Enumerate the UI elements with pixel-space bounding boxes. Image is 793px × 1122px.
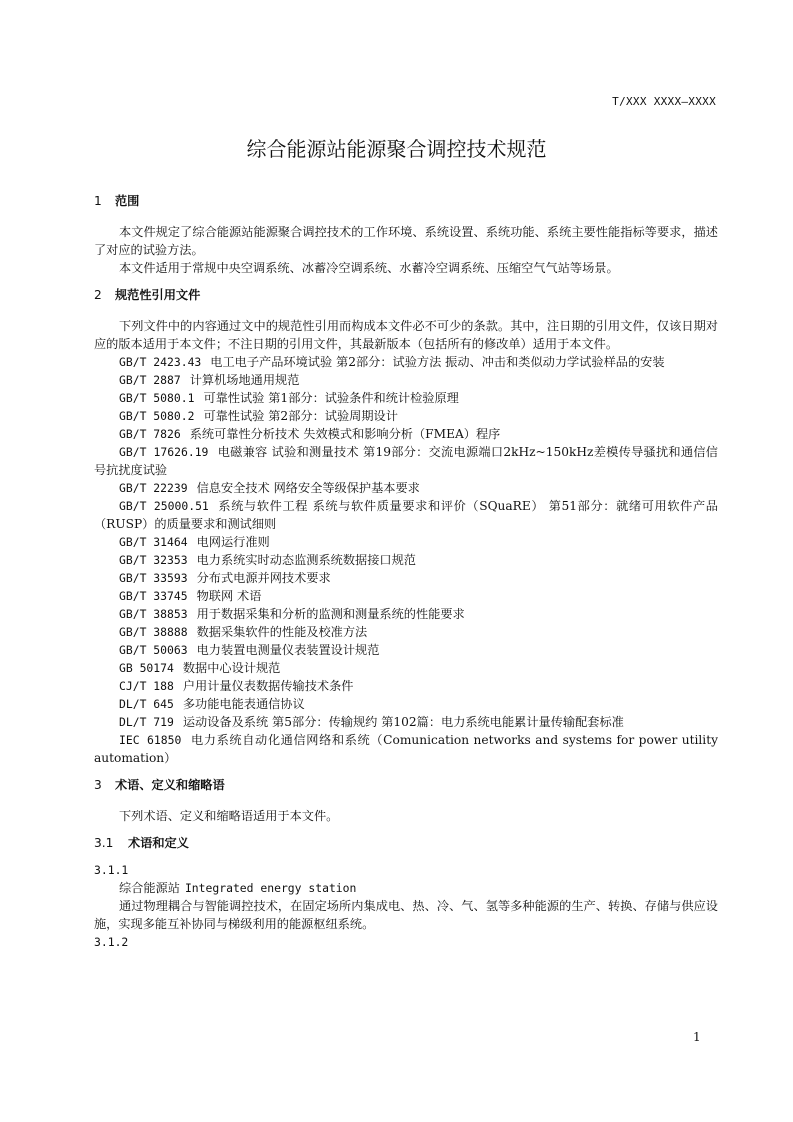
reference-title: 户用计量仪表数据传输技术条件 bbox=[182, 679, 354, 693]
standard-code: T/XXX XXXX—XXXX bbox=[612, 95, 716, 108]
reference-title: 系统与软件工程 系统与软件质量要求和评价（SQuaRE） 第51部分：就绪可用软件产品（RUSP）的质量要求和测试细则 bbox=[94, 499, 718, 531]
document-body bbox=[94, 192, 718, 951]
reference-item bbox=[94, 641, 718, 659]
reference-title: 电磁兼容 试验和测量技术 第19部分：交流电源端口2kHz~150kHz差模传导骚扰和通信信号抗扰度试验 bbox=[94, 445, 718, 477]
term-definition: 通过物理耦合与智能调控技术，在固定场所内集成电、热、冷、气、氢等多种能源的生产、转换、存储与供应设施，实现多能互补协同与梯级利用的能源枢纽系统。 bbox=[94, 899, 718, 931]
reference-item bbox=[94, 479, 718, 497]
reference-code: DL/T 719 bbox=[119, 715, 174, 729]
term-name-en: Integrated energy station bbox=[184, 881, 357, 895]
reference-item bbox=[94, 713, 718, 731]
page-number: 1 bbox=[693, 1030, 701, 1044]
term-name bbox=[94, 879, 718, 897]
section-1-heading bbox=[94, 192, 718, 210]
reference-item bbox=[94, 551, 718, 569]
reference-code: GB/T 2423.43 bbox=[119, 355, 202, 369]
reference-code: IEC 61850 bbox=[119, 733, 182, 747]
reference-title: 可靠性试验 第1部分：试验条件和统计检验原理 bbox=[203, 391, 459, 405]
reference-item bbox=[94, 425, 718, 443]
reference-item bbox=[94, 569, 718, 587]
scope-paragraph: 本文件规定了综合能源站能源聚合调控技术的工作环境、系统设置、系统功能、系统主要性能指标等要求，描述了对应的试验方法。 bbox=[94, 225, 718, 257]
reference-item bbox=[94, 623, 718, 641]
reference-item bbox=[94, 353, 718, 371]
section-2-heading bbox=[94, 286, 718, 304]
reference-code: GB/T 33745 bbox=[119, 589, 188, 603]
reference-item bbox=[94, 605, 718, 623]
reference-item bbox=[94, 407, 718, 425]
reference-title: 物联网 术语 bbox=[196, 589, 262, 603]
section-number: 1 bbox=[94, 194, 102, 208]
scope-paragraph: 本文件适用于常规中央空调系统、冰蓄冷空调系统、水蓄冷空调系统、压缩空气气站等场景。 bbox=[119, 261, 619, 275]
reference-title: 电网运行准则 bbox=[196, 535, 270, 549]
reference-code: GB/T 5080.1 bbox=[119, 391, 195, 405]
reference-code: GB/T 33593 bbox=[119, 571, 188, 585]
reference-code: GB/T 2887 bbox=[119, 373, 181, 387]
reference-title: 信息安全技术 网络安全等级保护基本要求 bbox=[196, 481, 420, 495]
reference-item bbox=[94, 587, 718, 605]
reference-item bbox=[94, 443, 718, 479]
reference-code: GB/T 22239 bbox=[119, 481, 188, 495]
reference-title: 用于数据采集和分析的监测和测量系统的性能要求 bbox=[196, 607, 465, 621]
reference-code: DL/T 645 bbox=[119, 697, 174, 711]
reference-title: 电力系统自动化通信网络和系统（Comunication networks and systems for power utility automation） bbox=[94, 733, 718, 765]
reference-title: 数据采集软件的性能及校准方法 bbox=[196, 625, 368, 639]
section-title: 术语、定义和缩略语 bbox=[115, 778, 225, 792]
reference-code: CJ/T 188 bbox=[119, 679, 174, 693]
reference-code: GB/T 31464 bbox=[119, 535, 188, 549]
reference-title: 计算机场地通用规范 bbox=[189, 373, 300, 387]
reference-title: 电力装置电测量仪表装置设计规范 bbox=[196, 643, 380, 657]
reference-code: GB/T 7826 bbox=[119, 427, 181, 441]
reference-title: 电工电子产品环境试验 第2部分：试验方法 振动、冲击和类似动力学试验样品的安装 bbox=[210, 355, 665, 369]
reference-code: GB/T 38853 bbox=[119, 607, 188, 621]
reference-item bbox=[94, 533, 718, 551]
reference-title: 电力系统实时动态监测系统数据接口规范 bbox=[196, 553, 416, 567]
reference-code: GB/T 50063 bbox=[119, 643, 188, 657]
reference-code: GB 50174 bbox=[119, 661, 174, 675]
reference-title: 可靠性试验 第2部分：试验周期设计 bbox=[203, 409, 398, 423]
reference-item bbox=[94, 659, 718, 677]
reference-title: 数据中心设计规范 bbox=[182, 661, 281, 675]
reference-title: 分布式电源并网技术要求 bbox=[196, 571, 331, 585]
section-title: 规范性引用文件 bbox=[115, 288, 201, 302]
reference-item bbox=[94, 731, 718, 767]
term-name-cn: 综合能源站 bbox=[119, 881, 180, 895]
term-number: 3.1.2 bbox=[94, 935, 129, 949]
reference-item bbox=[94, 371, 718, 389]
reference-item bbox=[94, 497, 718, 533]
subsection-number: 3.1 bbox=[94, 836, 114, 850]
reference-title: 多功能电能表通信协议 bbox=[182, 697, 305, 711]
subsection-3-1-heading bbox=[94, 834, 718, 852]
references-intro: 下列文件中的内容通过文中的规范性引用而构成本文件必不可少的条款。其中，注日期的引用文件，仅该日期对应的版本适用于本文件；不注日期的引用文件，其最新版本（包括所有的修改单）适用于本文件。 bbox=[94, 319, 718, 351]
reference-item bbox=[94, 677, 718, 695]
reference-title: 系统可靠性分析技术 失效模式和影响分析（FMEA）程序 bbox=[189, 427, 501, 441]
reference-code: GB/T 38888 bbox=[119, 625, 188, 639]
terms-intro: 下列术语、定义和缩略语适用于本文件。 bbox=[119, 809, 339, 823]
reference-title: 运动设备及系统 第5部分：传输规约 第102篇：电力系统电能累计量传输配套标准 bbox=[182, 715, 624, 729]
subsection-title: 术语和定义 bbox=[128, 836, 189, 850]
reference-item bbox=[94, 389, 718, 407]
reference-code: GB/T 32353 bbox=[119, 553, 188, 567]
section-3-heading bbox=[94, 776, 718, 794]
section-number: 2 bbox=[94, 288, 102, 302]
document-title: 综合能源站能源聚合调控技术规范 bbox=[246, 137, 547, 161]
section-number: 3 bbox=[94, 778, 102, 792]
reference-code: GB/T 17626.19 bbox=[119, 445, 209, 459]
term-number: 3.1.1 bbox=[94, 863, 129, 877]
reference-code: GB/T 25000.51 bbox=[119, 499, 209, 513]
section-title: 范围 bbox=[115, 194, 140, 208]
reference-item bbox=[94, 695, 718, 713]
reference-code: GB/T 5080.2 bbox=[119, 409, 195, 423]
